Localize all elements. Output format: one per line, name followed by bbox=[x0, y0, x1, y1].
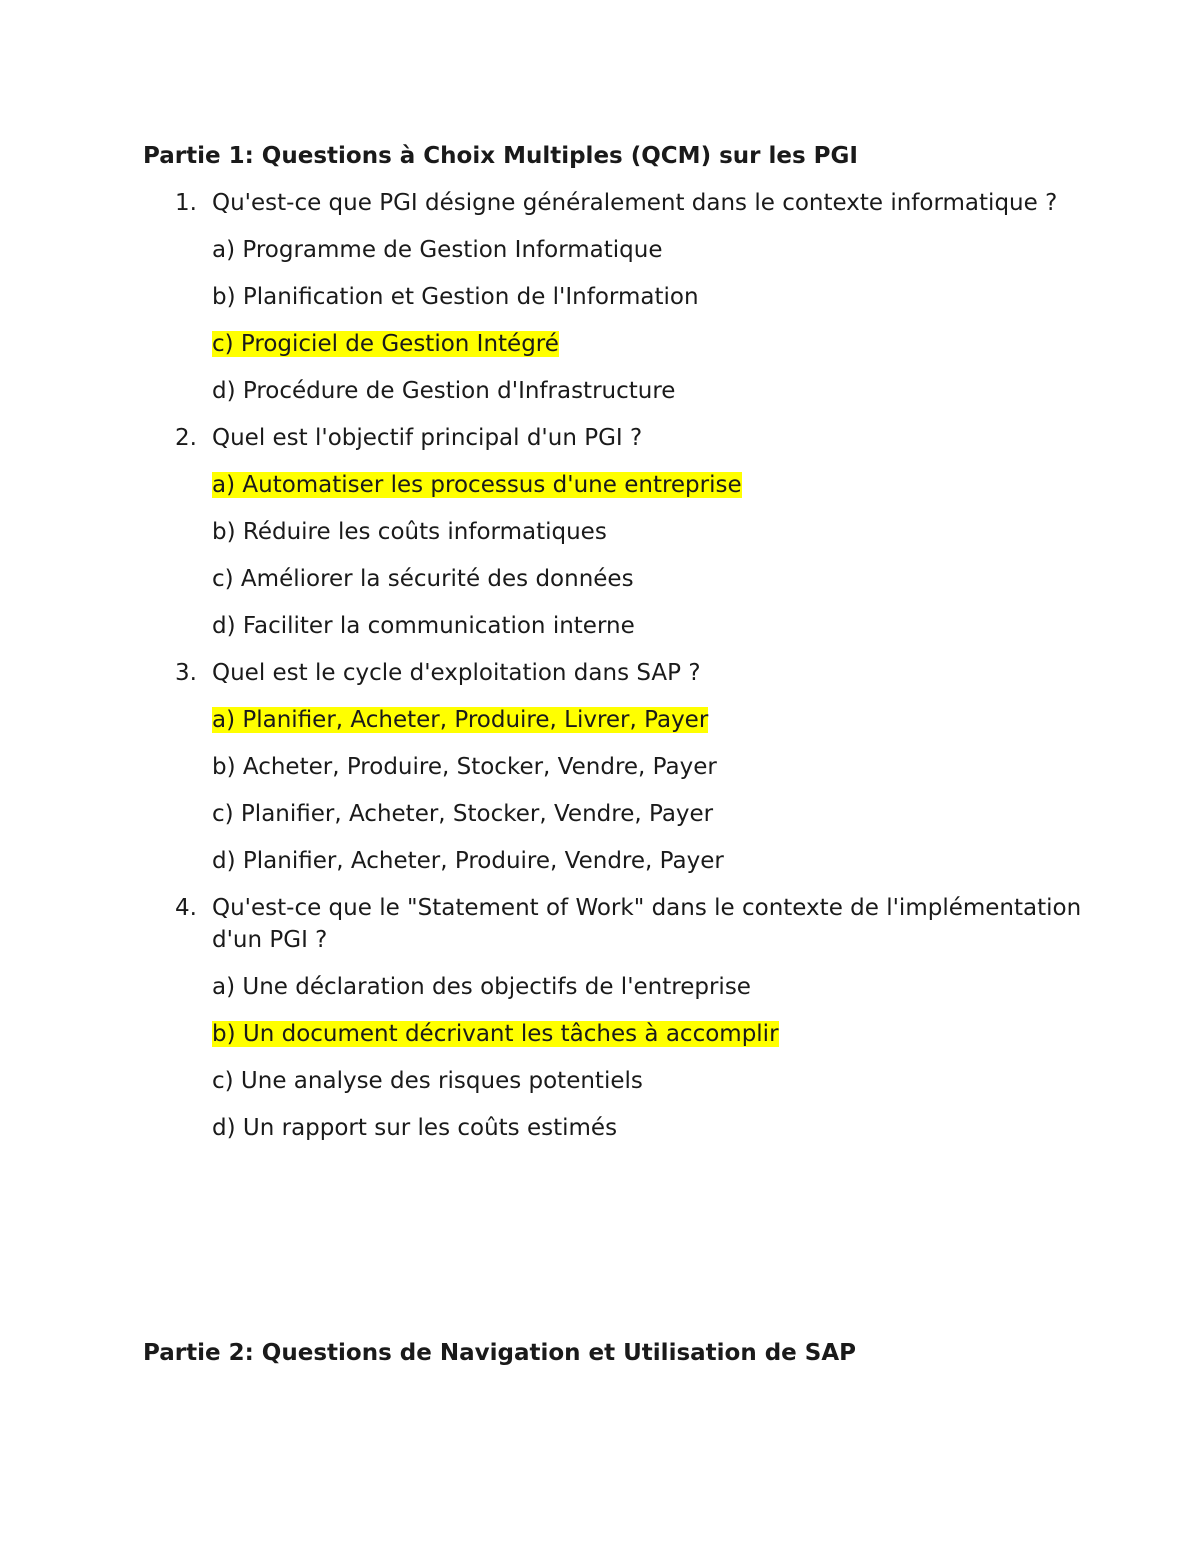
question-text: Qu'est-ce que PGI désigne généralement dans le contexte informatique ? bbox=[212, 190, 1058, 216]
correct-option-text: a) Automatiser les processus d'une entreprise bbox=[212, 472, 742, 498]
option-text: d) Planifier, Acheter, Produire, Vendre, Payer bbox=[212, 848, 724, 874]
question-text: Qu'est-ce que le "Statement of Work" dans le contexte de l'implémentation d'un PGI ? bbox=[212, 895, 1082, 953]
option-text: b) Réduire les coûts informatiques bbox=[212, 519, 607, 545]
option-a bbox=[212, 234, 1083, 266]
question-1 bbox=[143, 187, 1083, 407]
option-text: c) Une analyse des risques potentiels bbox=[212, 1068, 643, 1094]
option-b bbox=[212, 516, 1083, 548]
question-4 bbox=[143, 892, 1083, 1144]
question-number: 2. bbox=[175, 425, 197, 451]
question-text: Quel est le cycle d'exploitation dans SAP ? bbox=[212, 660, 701, 686]
option-d bbox=[212, 610, 1083, 642]
option-text: b) Planification et Gestion de l'Information bbox=[212, 284, 699, 310]
option-a bbox=[212, 704, 1083, 736]
option-c bbox=[212, 1065, 1083, 1097]
option-d bbox=[212, 1112, 1083, 1144]
option-d bbox=[212, 845, 1083, 877]
option-b bbox=[212, 1018, 1083, 1050]
option-text: a) Programme de Gestion Informatique bbox=[212, 237, 663, 263]
correct-option-text: b) Un document décrivant les tâches à accomplir bbox=[212, 1021, 779, 1047]
question-number: 4. bbox=[175, 895, 197, 921]
question-text: Quel est l'objectif principal d'un PGI ? bbox=[212, 425, 643, 451]
option-text: c) Améliorer la sécurité des données bbox=[212, 566, 634, 592]
option-text: a) Une déclaration des objectifs de l'entreprise bbox=[212, 974, 751, 1000]
question-list bbox=[143, 187, 1083, 1144]
option-b bbox=[212, 281, 1083, 313]
part1-title: Partie 1: Questions à Choix Multiples (QCM) sur les PGI bbox=[143, 143, 858, 169]
question-number: 3. bbox=[175, 660, 197, 686]
question-2 bbox=[143, 422, 1083, 642]
option-text: d) Un rapport sur les coûts estimés bbox=[212, 1115, 618, 1141]
option-b bbox=[212, 751, 1083, 783]
document-page bbox=[143, 140, 1083, 1144]
option-text: c) Planifier, Acheter, Stocker, Vendre, Payer bbox=[212, 801, 714, 827]
option-a bbox=[212, 971, 1083, 1003]
question-number: 1. bbox=[175, 190, 197, 216]
option-text: d) Faciliter la communication interne bbox=[212, 613, 635, 639]
option-text: b) Acheter, Produire, Stocker, Vendre, Payer bbox=[212, 754, 717, 780]
part2-title: Partie 2: Questions de Navigation et Utilisation de SAP bbox=[143, 1340, 857, 1366]
option-c bbox=[212, 328, 1083, 360]
option-c bbox=[212, 798, 1083, 830]
option-c bbox=[212, 563, 1083, 595]
correct-option-text: c) Progiciel de Gestion Intégré bbox=[212, 331, 559, 357]
option-a bbox=[212, 469, 1083, 501]
correct-option-text: a) Planifier, Acheter, Produire, Livrer, Payer bbox=[212, 707, 709, 733]
option-text: d) Procédure de Gestion d'Infrastructure bbox=[212, 378, 676, 404]
option-d bbox=[212, 375, 1083, 407]
question-3 bbox=[143, 657, 1083, 877]
